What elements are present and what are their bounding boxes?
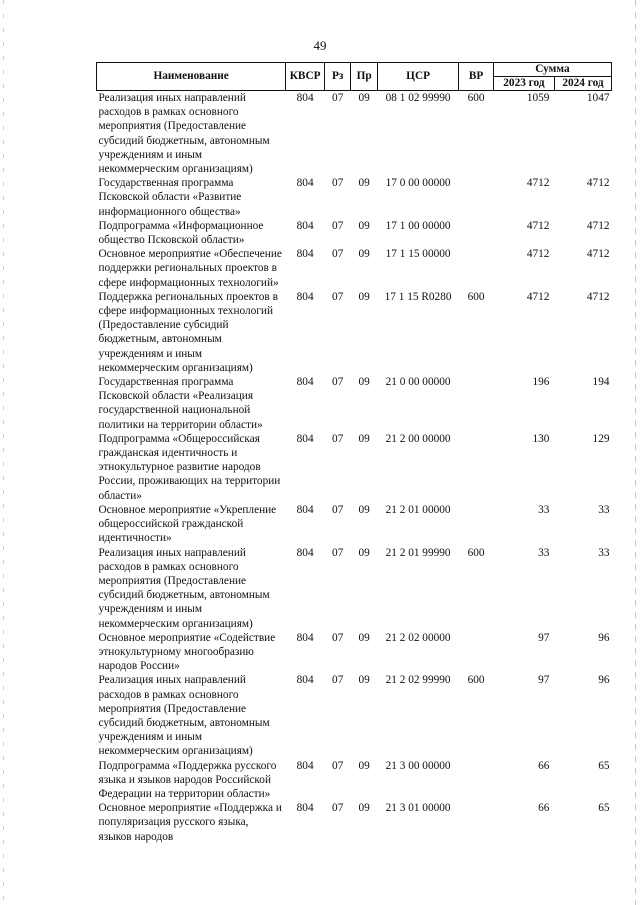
table-row [97, 176, 612, 219]
cell-sum-2024: 4712 [586, 248, 610, 261]
cell-kvsr: 804 [296, 432, 314, 445]
cell-kvsr: 804 [296, 92, 314, 104]
cell-kvsr: 804 [296, 219, 314, 232]
cell-vr [459, 801, 494, 844]
cell-vr [459, 375, 494, 432]
cell-name: Основное мероприятие «Содействие этнокультурному многообразию народов России» [98, 631, 276, 673]
cell-sum-2024: 129 [592, 432, 610, 445]
cell-csr: 21 2 01 00000 [385, 503, 451, 516]
cell-rz: 07 [332, 631, 344, 644]
cell-kvsr: 804 [296, 631, 314, 644]
table-row [97, 631, 612, 674]
scan-edge-right [635, 0, 636, 905]
cell-pr: 09 [358, 674, 370, 687]
cell-rz: 07 [332, 290, 344, 303]
cell-sum-2024: 65 [598, 759, 610, 772]
table-row [97, 801, 612, 844]
cell-pr: 09 [358, 503, 370, 516]
cell-name: Государственная программа Псковской области «Реализация государственной национальной политики на территории области» [98, 376, 263, 431]
header-pr: Пр [351, 63, 377, 91]
cell-rz: 07 [332, 219, 344, 232]
cell-sum-2023: 4712 [526, 177, 550, 190]
cell-csr: 21 0 00 00000 [385, 376, 451, 389]
cell-sum-2024: 96 [598, 674, 610, 687]
cell-sum-2023: 33 [538, 546, 550, 559]
cell-vr [459, 759, 494, 802]
cell-pr: 09 [358, 376, 370, 389]
header-name: Наименование [97, 63, 286, 91]
cell-sum-2024: 4712 [586, 219, 610, 232]
cell-rz: 07 [332, 376, 344, 389]
cell-vr: 600 [467, 674, 485, 687]
header-vr: ВР [459, 63, 494, 91]
table-row [97, 290, 612, 375]
cell-name: Подпрограмма «Поддержка русского языка и языков народов Российской Федерации на территории области» [98, 759, 277, 800]
cell-kvsr: 804 [296, 177, 314, 190]
cell-pr: 09 [358, 759, 370, 772]
cell-kvsr: 804 [296, 546, 314, 559]
cell-pr: 09 [358, 432, 370, 445]
cell-sum-2023: 97 [538, 631, 550, 644]
cell-sum-2023: 33 [538, 503, 550, 516]
table-row [97, 432, 612, 503]
cell-sum-2024: 1047 [586, 92, 610, 104]
cell-pr: 09 [358, 177, 370, 190]
cell-vr [459, 176, 494, 219]
table-row [97, 91, 612, 177]
cell-sum-2024: 4712 [586, 290, 610, 303]
cell-sum-2023: 66 [538, 759, 550, 772]
cell-vr: 600 [467, 290, 485, 303]
table-row [97, 673, 612, 758]
cell-name: Основное мероприятие «Поддержка и популяризация русского языка, языков народов [98, 802, 282, 843]
budget-table [96, 62, 612, 844]
cell-csr: 21 2 01 99990 [385, 546, 451, 559]
cell-name: Подпрограмма «Общероссийская гражданская идентичность и этнокультурное развитие народов России, проживающих на территории области» [98, 432, 281, 502]
cell-csr: 21 2 00 00000 [385, 432, 451, 445]
cell-pr: 09 [358, 802, 370, 815]
header-rz: Рз [324, 63, 350, 91]
cell-sum-2023: 1059 [526, 92, 550, 104]
cell-csr: 17 1 15 R0280 [384, 290, 452, 303]
header-csr: ЦСР [377, 63, 458, 91]
table-row [97, 759, 612, 802]
cell-vr [459, 432, 494, 503]
cell-rz: 07 [332, 177, 344, 190]
cell-rz: 07 [332, 503, 344, 516]
cell-rz: 07 [332, 802, 344, 815]
cell-rz: 07 [332, 674, 344, 687]
cell-pr: 09 [358, 631, 370, 644]
cell-name: Подпрограмма «Информационное общество Псковской области» [98, 219, 264, 247]
cell-csr: 21 3 01 00000 [385, 802, 451, 815]
cell-kvsr: 804 [296, 802, 314, 815]
cell-name: Основное мероприятие «Обеспечение поддержки региональных проектов в сфере информационных технологий» [98, 248, 282, 289]
table-row [97, 375, 612, 432]
header-sum: Сумма [493, 63, 611, 77]
table-body [97, 91, 612, 844]
cell-rz: 07 [332, 248, 344, 261]
cell-vr: 600 [467, 546, 485, 559]
cell-name: Поддержка региональных проектов в сфере информационных технологий (Предоставление субсидий бюджетным, автономным учреждениям и иным некоммерческим организациям) [98, 290, 278, 374]
page-number: 49 [313, 38, 327, 53]
cell-rz: 07 [332, 92, 344, 104]
table-row [97, 503, 612, 546]
cell-csr: 17 0 00 00000 [385, 177, 451, 190]
cell-kvsr: 804 [296, 248, 314, 261]
cell-vr: 600 [467, 92, 485, 104]
cell-sum-2024: 4712 [586, 177, 610, 190]
header-year-2024: 2024 год [554, 77, 611, 91]
cell-name: Государственная программа Псковской области «Развитие информационного общества» [98, 177, 242, 218]
cell-name: Реализация иных направлений расходов в рамках основного мероприятия (Предоставление субсидий бюджетным, автономным учреждениям и иным некоммерческим организациям) [98, 674, 270, 758]
cell-name: Реализация иных направлений расходов в рамках основного мероприятия (Предоставление субсидий бюджетным, автономным учреждениям и иным некоммерческим организациям) [98, 546, 270, 630]
cell-rz: 07 [332, 546, 344, 559]
cell-csr: 17 1 00 00000 [385, 219, 451, 232]
cell-pr: 09 [358, 290, 370, 303]
table-row [97, 219, 612, 247]
cell-kvsr: 804 [296, 503, 314, 516]
table-row [97, 546, 612, 631]
cell-kvsr: 804 [296, 376, 314, 389]
cell-vr [459, 219, 494, 247]
cell-sum-2024: 65 [598, 802, 610, 815]
cell-kvsr: 804 [296, 290, 314, 303]
cell-kvsr: 804 [296, 674, 314, 687]
cell-pr: 09 [358, 92, 370, 104]
cell-kvsr: 804 [296, 759, 314, 772]
cell-csr: 21 3 00 00000 [385, 759, 451, 772]
cell-sum-2023: 97 [538, 674, 550, 687]
cell-csr: 17 1 15 00000 [385, 248, 451, 261]
cell-pr: 09 [358, 219, 370, 232]
cell-sum-2023: 66 [538, 802, 550, 815]
cell-sum-2023: 4712 [526, 290, 550, 303]
cell-sum-2023: 130 [532, 432, 550, 445]
cell-pr: 09 [358, 248, 370, 261]
cell-name: Реализация иных направлений расходов в рамках основного мероприятия (Предоставление субсидий бюджетным, автономным учреждениям и иным некоммерческим организациям) [98, 92, 270, 176]
cell-pr: 09 [358, 546, 370, 559]
cell-sum-2024: 96 [598, 631, 610, 644]
cell-csr: 21 2 02 00000 [385, 631, 451, 644]
cell-sum-2023: 4712 [526, 219, 550, 232]
cell-vr [459, 503, 494, 546]
cell-vr [459, 247, 494, 290]
cell-sum-2024: 33 [598, 503, 610, 516]
cell-sum-2024: 194 [592, 376, 610, 389]
cell-sum-2024: 33 [598, 546, 610, 559]
table-row [97, 247, 612, 290]
cell-csr: 21 2 02 99990 [385, 674, 451, 687]
header-year-2023: 2023 год [493, 77, 554, 91]
cell-name: Основное мероприятие «Укрепление общероссийской гражданской идентичности» [98, 503, 277, 545]
cell-csr: 08 1 02 99990 [385, 92, 451, 104]
cell-sum-2023: 196 [532, 376, 550, 389]
cell-rz: 07 [332, 759, 344, 772]
table-header [97, 63, 612, 91]
cell-sum-2023: 4712 [526, 248, 550, 261]
cell-rz: 07 [332, 432, 344, 445]
header-kvsr: КВСР [286, 63, 325, 91]
scan-edge-left [3, 0, 4, 905]
cell-vr [459, 631, 494, 674]
